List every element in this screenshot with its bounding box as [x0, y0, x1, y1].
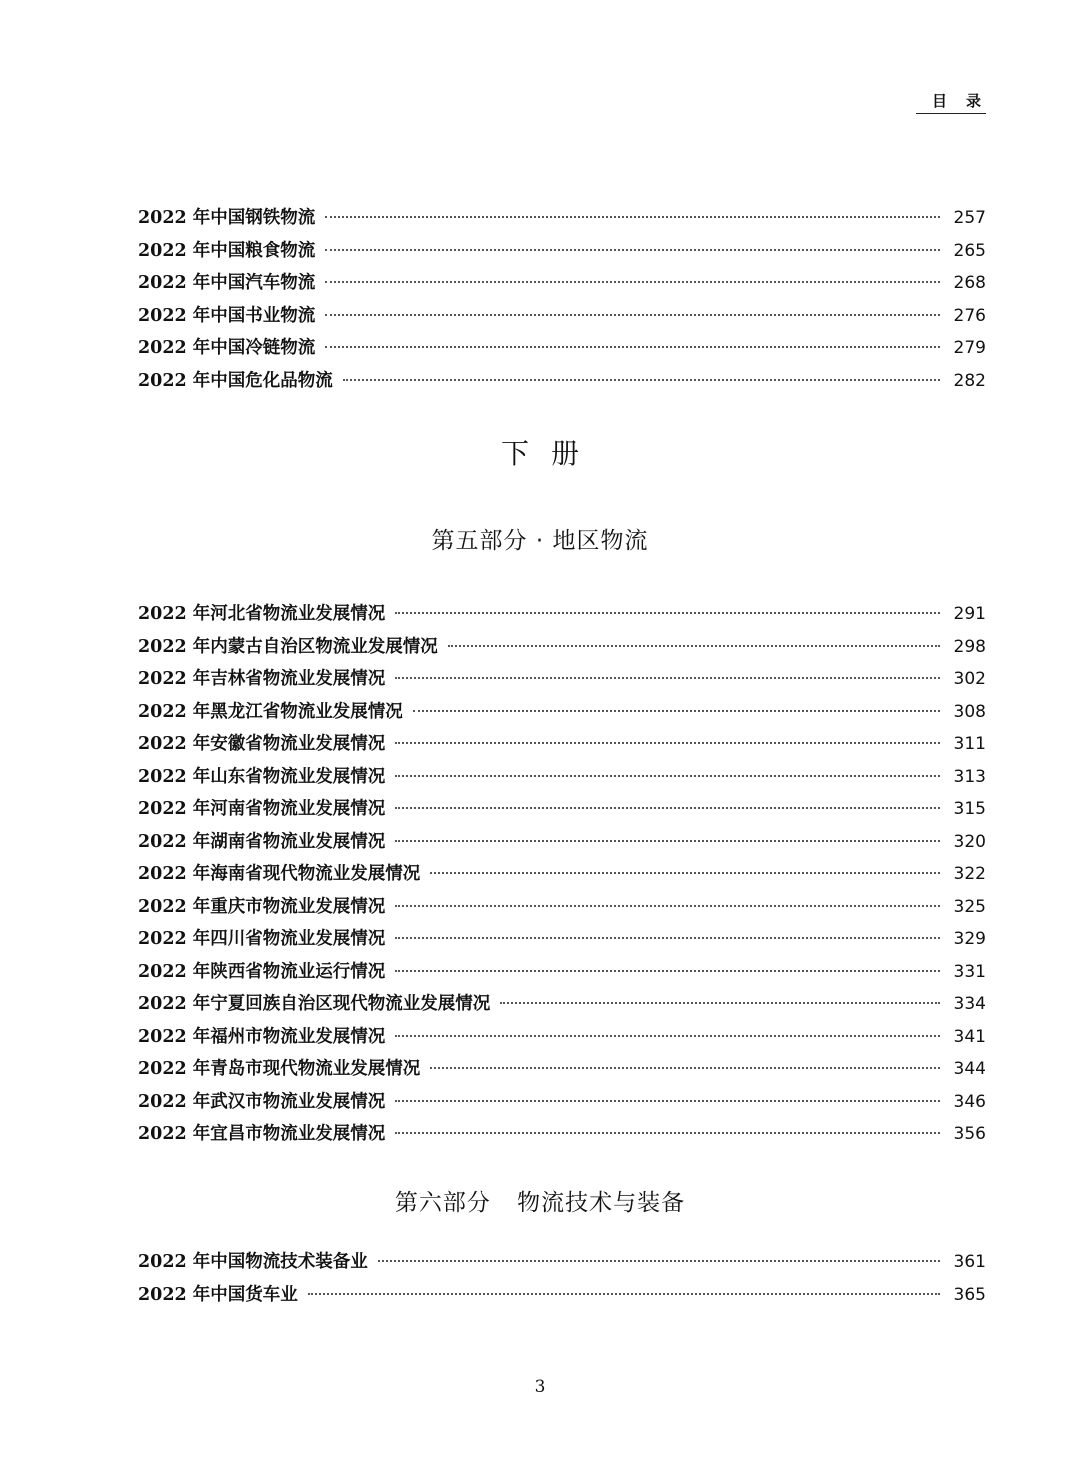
toc-entry[interactable]	[138, 1088, 986, 1121]
toc-entry-page: 365	[953, 1284, 986, 1305]
part6-title: 第六部分 物流技术与装备	[394, 1190, 686, 1216]
toc-entry[interactable]	[138, 633, 986, 666]
leader-dots	[395, 1035, 940, 1037]
leader-dots	[413, 710, 940, 712]
toc-entry-title: 2022 年中国冷链物流	[138, 338, 316, 358]
toc-upper-section	[138, 204, 986, 399]
leader-dots	[343, 379, 940, 381]
leader-dots	[395, 677, 940, 679]
running-header-right: 录	[965, 92, 982, 110]
toc-entry-page: 302	[953, 669, 986, 689]
leader-dots	[378, 1260, 940, 1262]
toc-entry-page: 329	[953, 929, 986, 949]
toc-entry-page: 311	[953, 734, 986, 754]
toc-entry-title: 2022 年青岛市现代物流业发展情况	[138, 1059, 421, 1079]
leader-dots	[395, 937, 940, 939]
toc-entry-title: 2022 年中国汽车物流	[138, 273, 316, 293]
toc-entry-page: 268	[953, 273, 986, 293]
toc-entry-title: 2022 年吉林省物流业发展情况	[138, 669, 386, 689]
toc-entry[interactable]	[138, 698, 986, 731]
toc-entry-page: 331	[953, 961, 986, 982]
toc-part5-section	[138, 600, 986, 1153]
toc-entry[interactable]	[138, 1248, 986, 1281]
toc-entry-title: 2022 年宁夏回族自治区现代物流业发展情况	[138, 994, 491, 1014]
toc-entry-page: 276	[953, 305, 986, 326]
toc-entry-page: 279	[953, 338, 986, 358]
toc-entry[interactable]	[138, 204, 986, 237]
leader-dots	[395, 970, 940, 972]
toc-entry-page: 325	[953, 896, 986, 917]
leader-dots	[430, 1067, 940, 1069]
toc-entry-page: 315	[953, 799, 986, 819]
leader-dots	[395, 840, 940, 842]
toc-entry-title: 2022 年河北省物流业发展情况	[138, 604, 386, 624]
leader-dots	[395, 775, 940, 777]
leader-dots	[325, 314, 940, 316]
toc-entry-title: 2022 年中国粮食物流	[138, 240, 316, 261]
toc-entry[interactable]	[138, 893, 986, 926]
toc-entry[interactable]	[138, 990, 986, 1023]
toc-entry-page: 341	[953, 1026, 986, 1047]
toc-entry-title: 2022 年中国危化品物流	[138, 370, 333, 391]
toc-entry-page: 361	[953, 1252, 986, 1272]
toc-entry[interactable]	[138, 1023, 986, 1056]
toc-entry[interactable]	[138, 958, 986, 991]
toc-entry[interactable]	[138, 1281, 986, 1314]
toc-entry[interactable]	[138, 1055, 986, 1088]
toc-entry-title: 2022 年四川省物流业发展情况	[138, 929, 386, 949]
leader-dots	[395, 1100, 940, 1102]
toc-entry[interactable]	[138, 828, 986, 861]
toc-entry-page: 313	[953, 766, 986, 787]
toc-entry-title: 2022 年中国货车业	[138, 1284, 298, 1305]
toc-entry-title: 2022 年湖南省物流业发展情况	[138, 831, 386, 852]
leader-dots	[395, 905, 940, 907]
toc-entry-title: 2022 年安徽省物流业发展情况	[138, 734, 386, 754]
leader-dots	[325, 346, 940, 348]
toc-entry-title: 2022 年福州市物流业发展情况	[138, 1026, 386, 1047]
toc-entry-title: 2022 年宜昌市物流业发展情况	[138, 1124, 386, 1144]
leader-dots	[308, 1293, 940, 1295]
toc-entry[interactable]	[138, 367, 986, 400]
toc-entry-title: 2022 年河南省物流业发展情况	[138, 799, 386, 819]
toc-entry-page: 291	[953, 604, 986, 624]
page-number: 3	[534, 1377, 546, 1397]
toc-entry-title: 2022 年中国书业物流	[138, 305, 316, 326]
leader-dots	[325, 281, 940, 283]
toc-entry-page: 265	[953, 240, 986, 261]
leader-dots	[395, 742, 940, 744]
toc-part6-section	[138, 1248, 986, 1313]
toc-entry-title: 2022 年重庆市物流业发展情况	[138, 896, 386, 917]
toc-entry-page: 322	[953, 864, 986, 884]
toc-entry-title: 2022 年中国钢铁物流	[138, 208, 316, 228]
toc-entry-title: 2022 年山东省物流业发展情况	[138, 766, 386, 787]
toc-entry-title: 2022 年中国物流技术装备业	[138, 1252, 368, 1272]
toc-entry[interactable]	[138, 763, 986, 796]
toc-entry-page: 308	[953, 701, 986, 722]
running-header-left: 目	[932, 92, 949, 110]
toc-entry-page: 334	[953, 994, 986, 1014]
leader-dots	[430, 872, 940, 874]
toc-entry[interactable]	[138, 334, 986, 367]
toc-entry-page: 356	[953, 1124, 986, 1144]
leader-dots	[325, 249, 940, 251]
toc-entry[interactable]	[138, 600, 986, 633]
leader-dots	[448, 645, 940, 647]
toc-entry[interactable]	[138, 1120, 986, 1153]
toc-entry[interactable]	[138, 665, 986, 698]
toc-entry[interactable]	[138, 302, 986, 335]
toc-entry[interactable]	[138, 730, 986, 763]
toc-entry[interactable]	[138, 795, 986, 828]
toc-entry-title: 2022 年武汉市物流业发展情况	[138, 1091, 386, 1112]
toc-entry[interactable]	[138, 925, 986, 958]
leader-dots	[500, 1002, 940, 1004]
volume-title: 下册	[500, 437, 601, 470]
toc-entry-title: 2022 年内蒙古自治区物流业发展情况	[138, 636, 438, 657]
toc-entry-page: 282	[953, 370, 986, 391]
running-header	[916, 90, 986, 114]
toc-entry-title: 2022 年海南省现代物流业发展情况	[138, 864, 421, 884]
leader-dots	[395, 807, 940, 809]
leader-dots	[325, 216, 940, 218]
toc-entry-title: 2022 年黑龙江省物流业发展情况	[138, 701, 403, 722]
toc-entry-page: 346	[953, 1091, 986, 1112]
leader-dots	[395, 612, 940, 614]
toc-entry[interactable]	[138, 860, 986, 893]
toc-entry-page: 344	[953, 1059, 986, 1079]
toc-entry-page: 298	[953, 636, 986, 657]
toc-entry[interactable]	[138, 237, 986, 270]
toc-entry[interactable]	[138, 269, 986, 302]
part5-title: 第五部分 · 地区物流	[431, 528, 649, 554]
toc-entry-title: 2022 年陕西省物流业运行情况	[138, 961, 386, 982]
toc-entry-page: 320	[953, 831, 986, 852]
toc-entry-page: 257	[953, 208, 986, 228]
leader-dots	[395, 1132, 940, 1134]
